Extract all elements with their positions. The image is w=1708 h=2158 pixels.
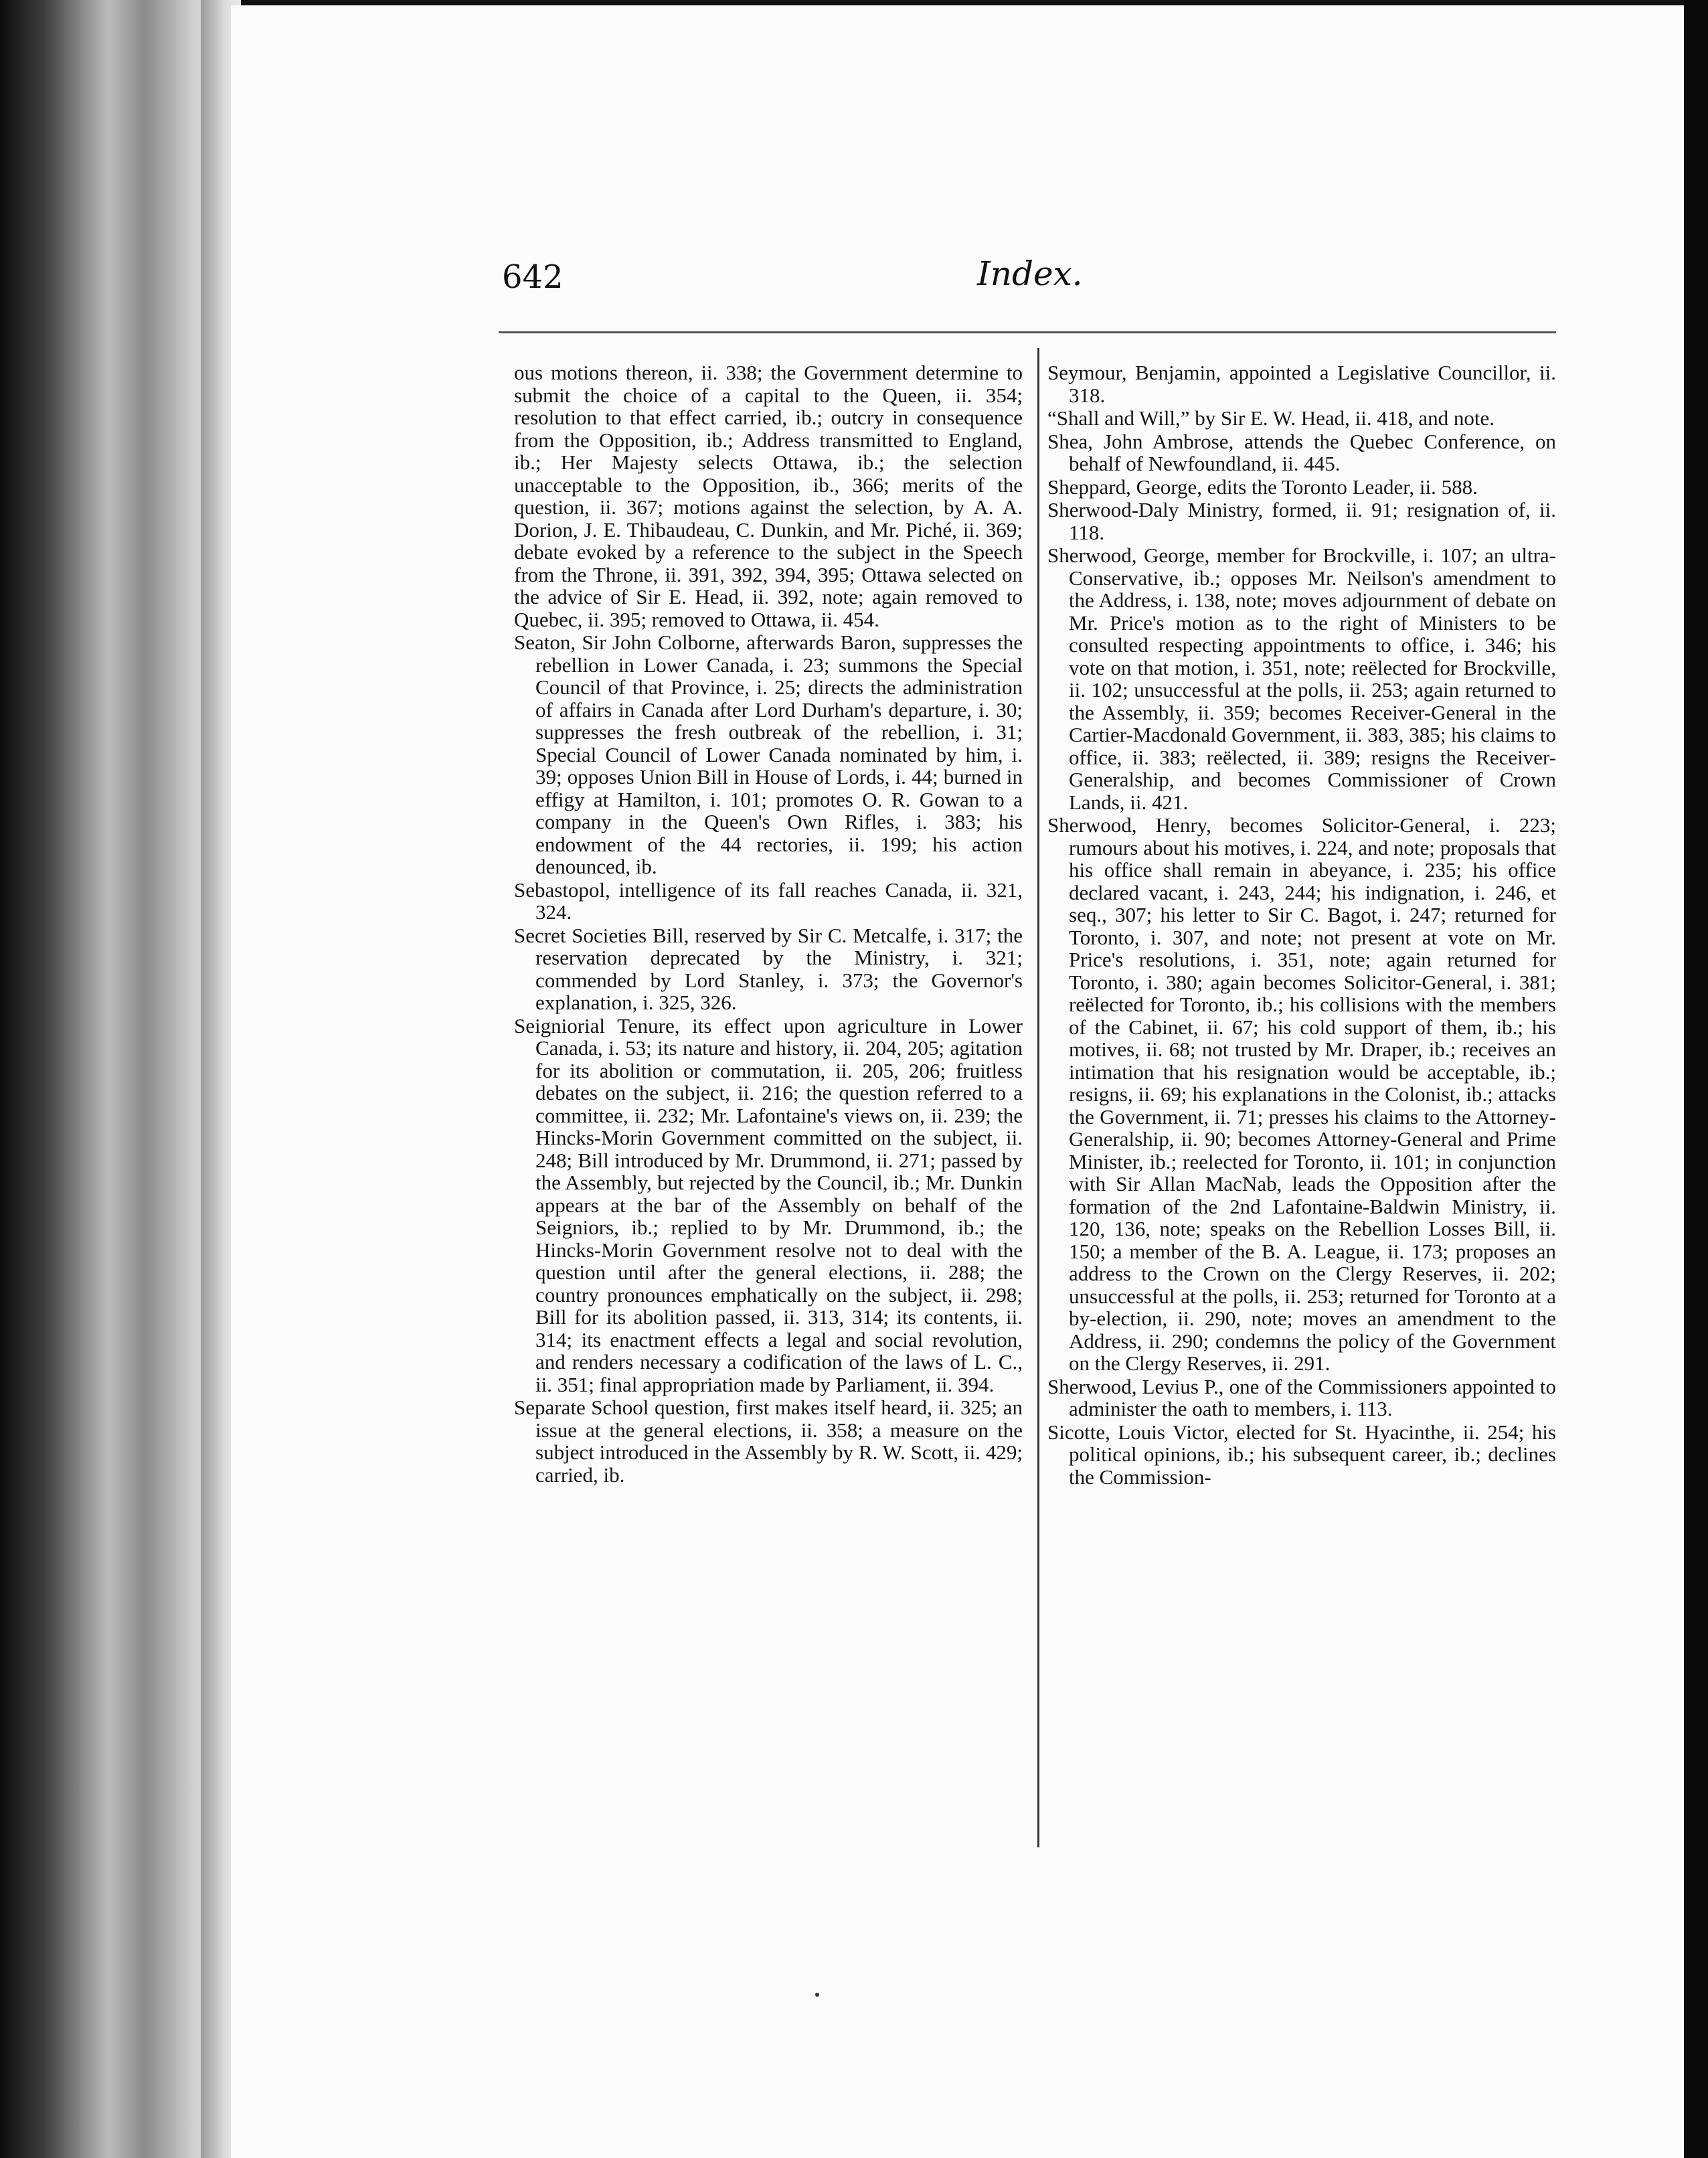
scan-frame-top xyxy=(0,0,1708,5)
column-divider xyxy=(1037,348,1039,1847)
index-entry: ous motions thereon, ii. 338; the Government determine to submit the choice of a capital to the Queen, ii. 354; resolution to that effect carried, ib.; outcry in consequence from the Opposition, ib.; Address transmitted to England, ib.; Her Majesty selects Ottawa, ib.; the selection unacceptable to the Opposition, ib., 366; merits of the question, ii. 367; motions against the selection, by A. A. Dorion, J. E. Thibaudeau, C. Dunkin, and Mr. Piché, ii. 369; debate evoked by a reference to the subject in the Speech from the Throne, ii. 391, 392, 394, 395; Ottawa selected on the advice of Sir E. Head, ii. 392, note; again removed to Quebec, ii. 395; removed to Ottawa, ii. 454. xyxy=(514,361,1023,631)
index-entry: Seigniorial Tenure, its effect upon agriculture in Lower Canada, i. 53; its nature and history, ii. 204, 205; agitation for its abolition or commutation, ii. 205, 206; fruitless debates on the subject, ii. 216; the question referred to a committee, ii. 232; Mr. Lafontaine's views on, ii. 239; the Hincks-Morin Government committed on the subject, ii. 248; Bill introduced by Mr. Drummond, ii. 271; passed by the Assembly, but rejected by the Council, ib.; Mr. Dunkin appears at the bar of the Assembly on behalf of the Seigniors, ib.; replied to by Mr. Drummond, ib.; the Hincks-Morin Government resolve not to deal with the question until after the general elections, ii. 288; the country pronounces emphatically on the subject, ii. 298; Bill for its abolition passed, ii. 313, 314; its contents, ii. 314; its enactment effects a legal and social revolution, and renders necessary a codification of the laws of L. C., ii. 351; final appropriation made by Parliament, ii. 394. xyxy=(514,1013,1023,1396)
index-entry: Seymour, Benjamin, appointed a Legislative Councillor, ii. 318. xyxy=(1047,361,1556,407)
index-entry: Sicotte, Louis Victor, elected for St. Hyacinthe, ii. 254; his political opinions, ib.; his subsequent career, ib.; declines the Commission- xyxy=(1047,1420,1556,1489)
scan-speck xyxy=(815,1993,819,1997)
index-entry: Sheppard, George, edits the Toronto Leader, ii. 588. xyxy=(1047,475,1478,499)
index-entry: “Shall and Will,” by Sir E. W. Head, ii. 418, and note. xyxy=(1047,406,1495,430)
header-rule xyxy=(499,331,1556,333)
index-entry: Seaton, Sir John Colborne, afterwards Baron, suppresses the rebellion in Lower Canada, i. 23; summons the Special Council of that Province, i. 25; directs the administration of affairs in Canada after Lord Durham's departure, i. 30; suppresses the fresh outbreak of the rebellion, i. 31; Special Council of Lower Canada nominated by him, i. 39; opposes Union Bill in House of Lords, i. 44; burned in effigy at Hamilton, i. 101; promotes O. R. Gowan to a company in the Queen's Own Rifles, i. 383; his endowment of the 44 rectories, ii. 199; his action denounced, ib. xyxy=(514,631,1023,878)
index-column-left xyxy=(514,361,1023,1487)
index-entry: Sherwood-Daly Ministry, formed, ii. 91; resignation of, ii. 118. xyxy=(1047,498,1556,544)
page-stack-edge xyxy=(201,0,228,2158)
index-entry: Sherwood, George, member for Brockville, i. 107; an ultra-Conservative, ib.; opposes Mr. Neilson's amendment to the Address, i. 138, note; moves adjournment of debate on Mr. Price's motion as to the right of Ministers to be consulted respecting appointments to office, i. 346; his vote on that motion, i. 351, note; reëlected for Brockville, ii. 102; unsuccessful at the polls, ii. 253; again returned to the Assembly, ii. 359; becomes Receiver-General in the Cartier-Macdonald Government, ii. 383, 385; his claims to office, ii. 383; reëlected, ii. 389; resigns the Receiver-Generalship, and becomes Commissioner of Crown Lands, ii. 421. xyxy=(1047,544,1556,814)
index-entry: Secret Societies Bill, reserved by Sir C. Metcalfe, i. 317; the reservation deprecated by the Ministry, i. 321; commended by Lord Stanley, i. 373; the Governor's explanation, i. 325, 326. xyxy=(514,923,1023,1014)
index-column-right xyxy=(1047,361,1556,1489)
scan-frame-right xyxy=(1684,0,1708,2158)
index-entry: Sherwood, Henry, becomes Solicitor-General, i. 223; rumours about his motives, i. 224, and note; proposals that his office shall remain in abeyance, i. 235; his office declared vacant, i. 243, 244; his indignation, i. 246, et seq., 307; his letter to Sir C. Bagot, i. 247; returned for Toronto, i. 307, and note; not present at vote on Mr. Price's resolutions, i. 351, note; again returned for Toronto, i. 380; again becomes Solicitor-General, i. 381; reëlected for Toronto, ib.; his collisions with the members of the Cabinet, ii. 67; his cold support of them, ib.; his motives, ii. 68; not trusted by Mr. Draper, ib.; receives an intimation that his resignation would be acceptable, ib.; resigns, ii. 69; his explanations in the Colonist, ib.; attacks the Government, ii. 71; presses his claims to the Attorney-Generalship, ii. 90; becomes Attorney-General and Prime Minister, ib.; reelected for Toronto, ii. 101; in conjunction with Sir Allan MacNab, leads the Opposition after the formation of the 2nd Lafontaine-Baldwin Ministry, ii. 120, 136, note; speaks on the Rebellion Losses Bill, ii. 150; a member of the B. A. League, ii. 173; proposes an address to the Crown on the Clergy Reserves, ii. 202; unsuccessful at the polls, ii. 253; returned for Toronto at a by-election, ii. 290, note; moves an amendment to the Address, ii. 290; condemns the policy of the Government on the Clergy Reserves, ii. 291. xyxy=(1047,813,1556,1375)
index-entry: Sebastopol, intelligence of its fall reaches Canada, ii. 321, 324. xyxy=(514,878,1023,924)
page-number: 642 xyxy=(502,258,564,296)
index-entry: Shea, John Ambrose, attends the Quebec Conference, on behalf of Newfoundland, ii. 445. xyxy=(1047,429,1556,475)
running-head-title: Index. xyxy=(977,254,1083,293)
index-entry: Separate School question, first makes itself heard, ii. 325; an issue at the general elections, ii. 358; a measure on the subject introduced in the Assembly by R. W. Scott, ii. 429; carried, ib. xyxy=(514,1396,1023,1487)
index-entry: Sherwood, Levius P., one of the Commissioners appointed to administer the oath to members, i. 113. xyxy=(1047,1374,1556,1420)
